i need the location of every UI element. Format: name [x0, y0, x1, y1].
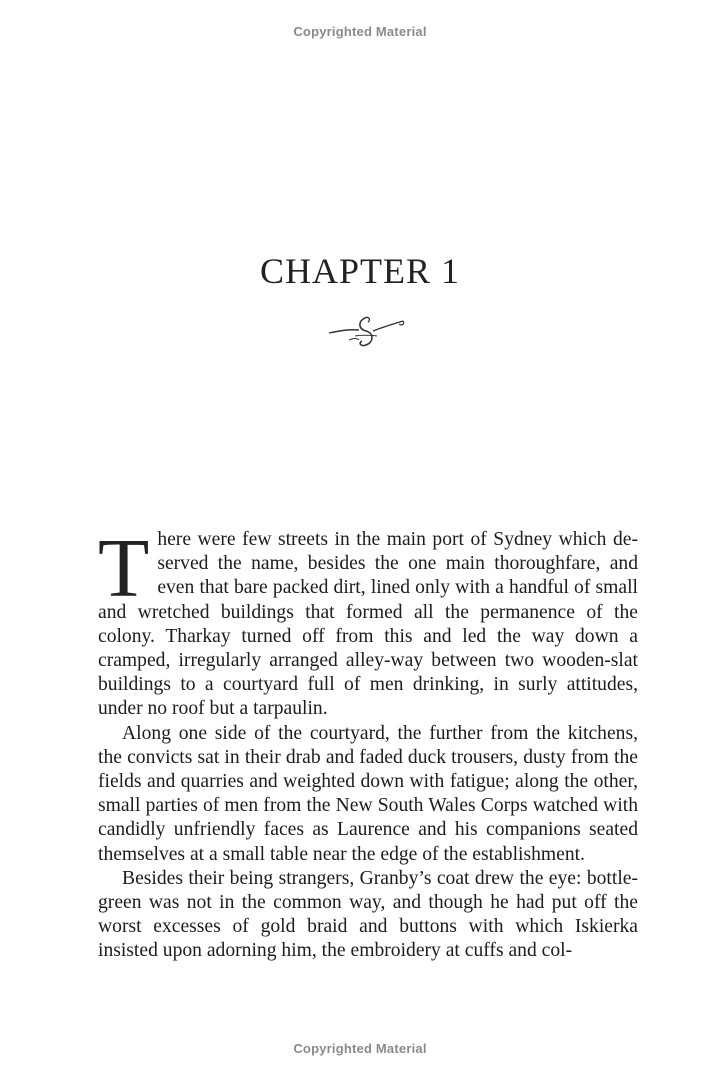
flourish-ornament-icon	[325, 312, 407, 352]
chapter-body	[98, 522, 638, 964]
paragraph-1-text: here were few streets in the main port of Sydney which deserved the name, besides the one main thoroughfare, and even that bare packed dirt, lined only with a handful of small and wretched buildings that formed all the permanence of the colony. Tharkay turned off from this and led the way down a cramped, irregularly arranged alley-way between two wooden-slat buildings to a courtyard full of men drinking, in surly attitudes, under no roof but a tarpaulin.	[98, 529, 638, 720]
paragraph-3: Besides their being strangers, Granby’s coat drew the eye: bottle-green was not in the common way, and though he had put off the worst excesses of gold braid and buttons with which Iskierka insisted upon adorning him, the embroidery at cuffs and col-	[98, 867, 638, 962]
chapter-title: CHAPTER 1	[259, 251, 461, 291]
paragraph-2: Along one side of the courtyard, the further from the kitchens, the convicts sat in their drab and faded duck trousers, dusty from the fields and quarries and weighted down with fatigue; along the other, small parties of men from the New South Wales Corps watched with candidly unfriendly faces as Laurence and his companions seated themselves at a small table near the edge of the establishment.	[98, 722, 638, 865]
copyright-header: Copyrighted Material	[293, 24, 427, 39]
drop-cap: T	[98, 522, 150, 615]
copyright-footer: Copyrighted Material	[293, 1041, 427, 1056]
paragraph-1	[98, 522, 638, 722]
